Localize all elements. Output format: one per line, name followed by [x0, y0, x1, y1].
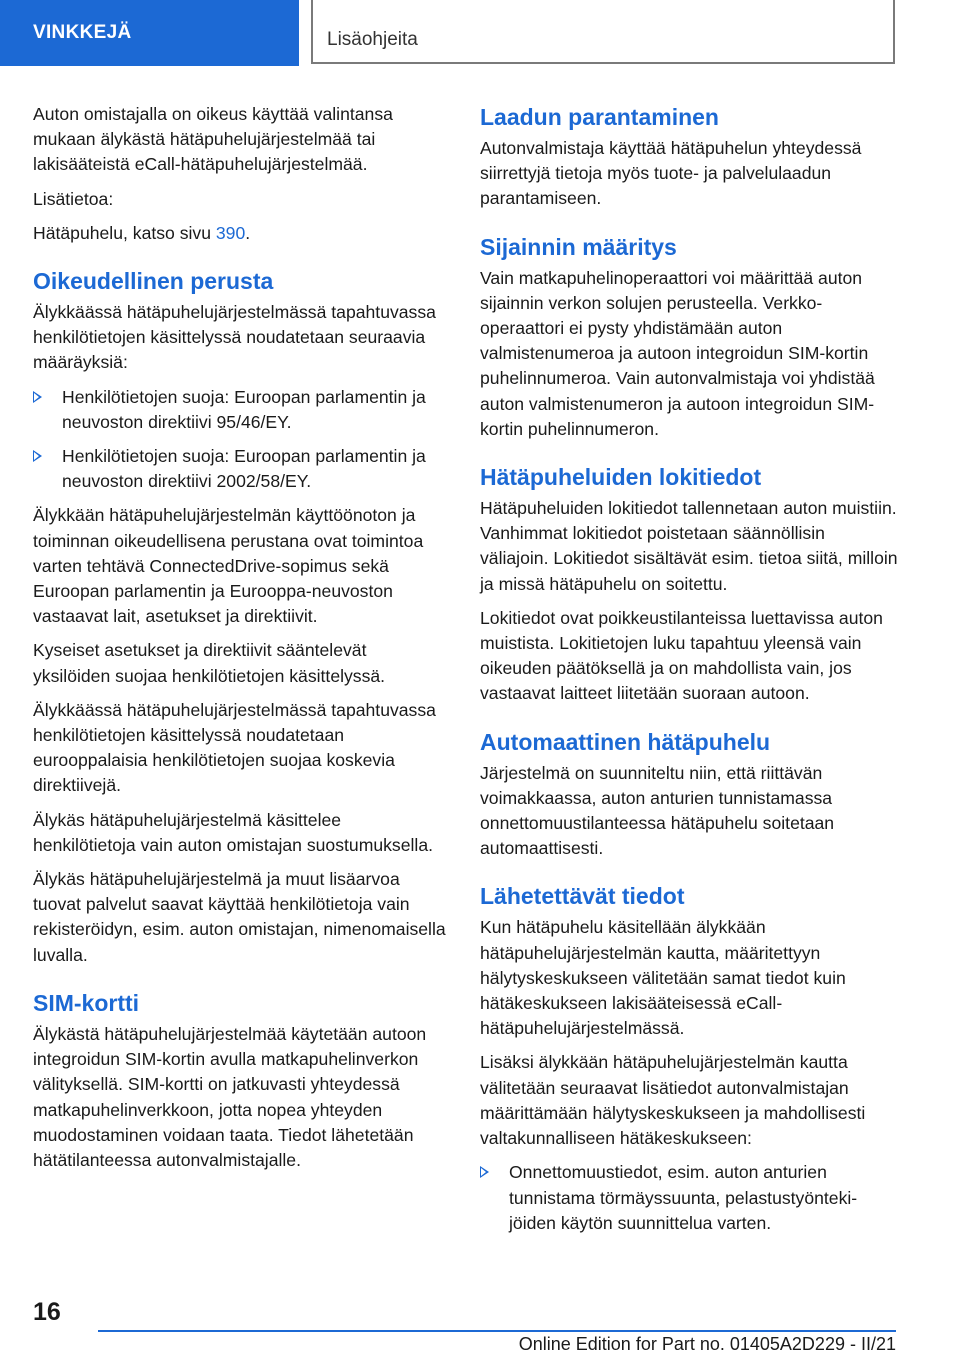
- heading-sim-card: SIM-kortti: [33, 989, 140, 1016]
- sent-bullet-list: [480, 1160, 898, 1236]
- heading-sent-data: Lähetettävät tiedot: [480, 883, 685, 910]
- logs-paragraph-1: Hätäpuheluiden lokitiedot tallennetaan auton muistiin. Vanhimmat lokitiedot poistetaan säännöllisin väliajoin. Lokitiedot sisältävät esim. tietoa siitä, milloin ja missä hätäpuhelu on soitettu.: [480, 498, 898, 594]
- legal-paragraph-1: Älykkäässä hätäpuhelujärjestelmässä tapahtuvassa henkilötietojen käsittelyssä noudatetaan seuraavia määräyksiä:: [33, 302, 436, 373]
- reference-text: Hätäpuhelu, katso sivu: [33, 222, 216, 243]
- heading-logs: Hätäpuheluiden lokitiedot: [480, 464, 762, 491]
- footer-edition: Online Edition for Part no. 01405A2D229 - II/21: [518, 1334, 896, 1354]
- page-number: 16: [33, 1298, 61, 1326]
- intro-paragraph: Auton omistajalla on oikeus käyttää valintansa mukaan älykästä hätäpuhelujärjestelmää tai lakisääteistä eCall-hätäpuhelujärjestelmää.: [33, 104, 393, 175]
- list-item-text: Henkilötietojen suoja: Euroopan parlamentin ja neuvoston direktiivi 2002/58/EY.: [62, 446, 426, 492]
- reference-suffix: .: [245, 222, 251, 243]
- page-reference: [33, 221, 448, 246]
- legal-paragraph-3: Kyseiset asetukset ja direktiivit sääntelevät yksilöiden suojaa henkilötietojen käsittelyssä.: [33, 640, 386, 686]
- heading-location: Sijainnin määritys: [480, 233, 677, 260]
- list-item: [33, 444, 448, 494]
- list-item-text: Henkilötietojen suoja: Euroopan parlamentin ja neuvoston direktiivi 95/46/EY.: [62, 386, 426, 432]
- right-column: [480, 102, 898, 1245]
- legal-bullet-list: [33, 385, 448, 495]
- legal-paragraph-2: Älykkään hätäpuhelujärjestelmän käyttöönoton ja toiminnan oikeudellisena perustana ovat toimintoa varten tehtävä ConnectedDrive-sopimus sekä Euroopan parlamentin ja Eurooppa-neuvoston vastaavat lait, asetukset ja direktiivit.: [33, 505, 424, 627]
- quality-paragraph: Autonvalmistaja käyttää hätäpuhelun yhteydessä siirrettyjä tietoja myös tuote- ja palvelulaadun parantamiseen.: [480, 138, 862, 209]
- sent-paragraph-1: Kun hätäpuhelu käsitellään älykkään hätäpuhelujärjestelmän kautta, määritettyyn hälytyskeskukseen välitetään samat tiedot kuin hätäkeskukseen lakisääteisessä eCall-hätäpuhelujärjestelmässä.: [480, 917, 846, 1039]
- legal-paragraph-5: Älykäs hätäpuhelujärjestelmä käsittelee henkilötietoja vain auton omistajan suostumuksella.: [33, 809, 434, 855]
- sim-paragraph: Älykästä hätäpuhelujärjestelmää käytetään autoon integroidun SIM-kortin avulla matkapuhelinverkon välityksellä. SIM-kortti on jatkuvasti yhteydessä matkapuhelinverkkoon, jotta nopea yhteyden muodostaminen voidaan taata. Tiedot lähetetään hätätilanteessa autonvalmistajalle.: [33, 1023, 427, 1170]
- triangle-bullet-icon: [33, 450, 42, 462]
- sent-paragraph-2: Lisäksi älykkään hätäpuhelujärjestelmän kautta välitetään seuraavat lisätiedot autonvalmistajan määrittämään hälytyskeskukseen ja mahdollisesti valtakunnalliseen hätäkeskukseen:: [480, 1052, 866, 1149]
- left-column: [33, 102, 448, 1182]
- list-item-text: Onnettomuustiedot, esim. auton anturien tunnistama törmäyssuunta, pelastustyöntekijöiden käytön suunnittelua varten.: [509, 1162, 858, 1233]
- triangle-bullet-icon: [480, 1166, 489, 1178]
- logs-paragraph-2: Lokitiedot ovat poikkeustilanteissa luettavissa auton muistista. Lokitietojen luku tapahtuu yleensä vain oikeuden päätöksellä ja on mahdollista vain, jos vastaavat laitteet liitetään suoraan autoon.: [480, 607, 883, 704]
- list-item: [480, 1160, 898, 1236]
- more-info-label: Lisätietoa:: [33, 188, 114, 209]
- heading-quality: Laadun parantaminen: [480, 104, 719, 130]
- legal-paragraph-6: Älykäs hätäpuhelujärjestelmä ja muut lisäarvoa tuovat palvelut saavat käyttää henkilötietoja vain rekisteröidyn, esim. auton omistajan, nimenomaisella luvalla.: [33, 869, 446, 965]
- heading-automatic-call: Automaattinen hätäpuhelu: [480, 728, 771, 755]
- footer-divider: [98, 1330, 896, 1332]
- list-item: [33, 385, 448, 435]
- page-header: [0, 0, 960, 66]
- triangle-bullet-icon: [33, 391, 42, 403]
- page-link-390[interactable]: 390: [215, 222, 246, 243]
- auto-paragraph: Järjestelmä on suunniteltu niin, että riittävän voimakkaassa, auton anturien tunnistamassa onnettomuustilanteessa hätäpuhelu soitetaan automaattisesti.: [480, 762, 835, 859]
- heading-legal-basis: Oikeudellinen perusta: [33, 268, 274, 295]
- section-title: Lisäohjeita: [311, 0, 895, 64]
- legal-paragraph-4: Älykkäässä hätäpuhelujärjestelmässä tapahtuvassa henkilötietojen käsittelyssä noudatetaan eurooppalaisia henkilötietojen suojaa koskevia direktiivejä.: [33, 699, 436, 796]
- location-paragraph: Vain matkapuhelinoperaattori voi määrittää auton sijainnin verkon solujen perusteella. Verkko-operaattori ei pysty yhdistämään auton valmistenumeroa ja autoon integroidun SIM-kortin puhelinnumeroa. Vain autonvalmistaja voi yhdistää auton valmistenumeron ja autoon integroidun SIM-kortin puhelinnumeron.: [480, 267, 875, 439]
- chapter-tab[interactable]: VINKKEJÄ: [0, 0, 299, 66]
